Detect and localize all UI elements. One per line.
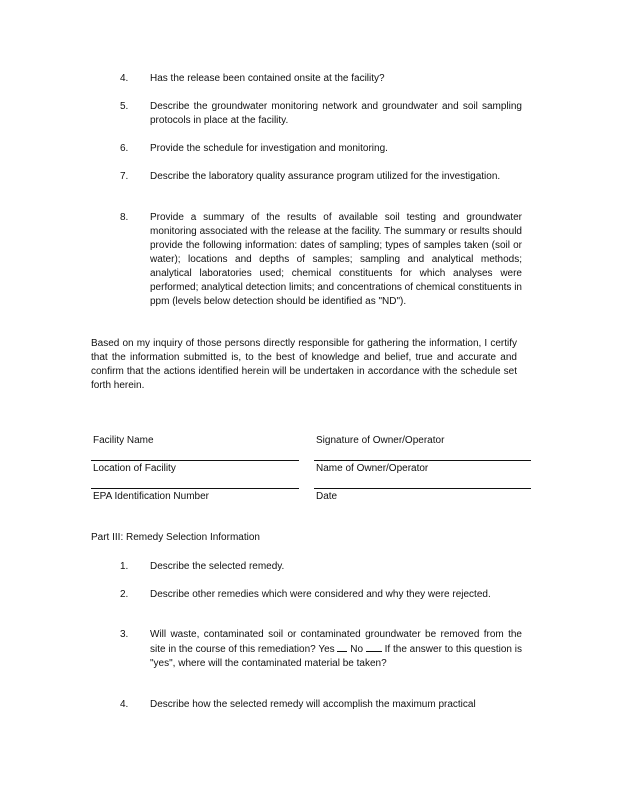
no-label: No: [350, 644, 364, 655]
date-label: Date: [316, 491, 338, 502]
item-text: Describe the groundwater monitoring network and groundwater and soil sampling protocols in place at the facility.: [150, 101, 522, 126]
yes-label: Yes: [318, 644, 335, 655]
location-label: Location of Facility: [93, 463, 176, 474]
item-number: 4.: [120, 73, 129, 84]
item-text: Describe the selected remedy.: [150, 561, 285, 572]
item-number: 3.: [120, 629, 129, 640]
signature-label: Signature of Owner/Operator: [316, 435, 445, 446]
item-number: 8.: [120, 212, 129, 223]
item-number: 5.: [120, 101, 129, 112]
location-line: [91, 488, 299, 489]
item-number: 1.: [120, 561, 129, 572]
epa-id-label: EPA Identification Number: [93, 491, 209, 502]
item-text: Provide the schedule for investigation and monitoring.: [150, 143, 388, 154]
question-text: Will waste, contaminated soil or contaminated groundwater be removed from the site in the course of this remediation?: [150, 629, 522, 655]
signature-line: [314, 460, 531, 461]
item-text: Provide a summary of the results of available soil testing and groundwater monitoring associated with the release at the facility. The summary or results should provide the following information: dates of sampling; types of samples taken (soil or water); locations and depths of samples; sampling and analytical methods; analytical laboratories used; chemical constituents for which analyses were performed; analytical detection limits; and concentrations of chemical constituents in ppm (levels below detection should be identified as "ND").: [150, 212, 522, 307]
facility-name-line: [91, 460, 299, 461]
part-three-heading: Part III: Remedy Selection Information: [91, 532, 260, 543]
item-text: [150, 628, 522, 671]
item-number: 7.: [120, 171, 129, 182]
owner-name-line: [314, 488, 531, 489]
facility-name-label: Facility Name: [93, 435, 154, 446]
item-number: 4.: [120, 699, 129, 710]
owner-name-label: Name of Owner/Operator: [316, 463, 429, 474]
item-text: Has the release been contained onsite at the facility?: [150, 73, 385, 84]
certification-paragraph: Based on my inquiry of those persons directly responsible for gathering the information, I certify that the information submitted is, to the best of knowledge and belief, true and accurate and confirm that the actions identified herein will be undertaken in accordance with the schedule set forth herein.: [91, 338, 517, 391]
follow-up-text: If the answer to this question is "yes", where will the contaminated material be taken?: [150, 644, 523, 669]
item-text: Describe how the selected remedy will accomplish the maximum practical: [150, 699, 476, 710]
item-number: 2.: [120, 589, 129, 600]
item-number: 6.: [120, 143, 129, 154]
item-text: Describe other remedies which were considered and why they were rejected.: [150, 589, 491, 600]
no-blank[interactable]: [366, 642, 382, 652]
yes-blank[interactable]: [337, 642, 347, 652]
item-text: Describe the laboratory quality assurance program utilized for the investigation.: [150, 171, 501, 182]
